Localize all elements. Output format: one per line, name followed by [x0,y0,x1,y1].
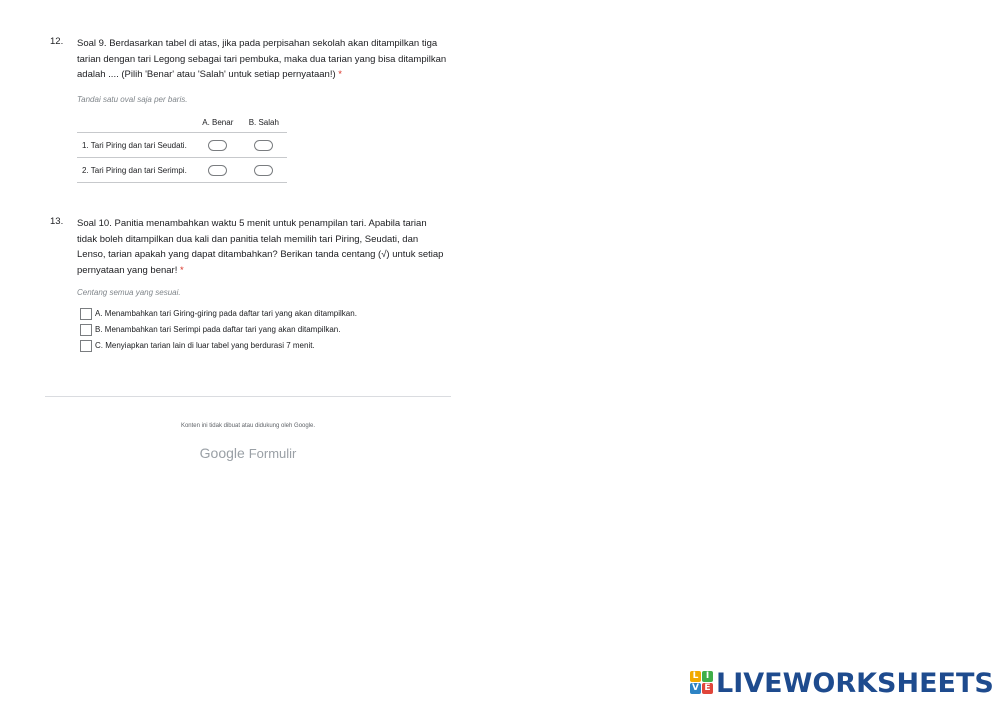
radio-oval-row1-benar[interactable] [208,140,227,151]
radio-oval-row2-salah[interactable] [254,165,273,176]
grid-row-label: 2. Tari Piring dan tari Serimpi. [77,158,195,183]
logo-tile-v: V [690,683,701,694]
grid-column-benar: A. Benar [202,117,234,127]
radio-oval-row2-benar[interactable] [208,165,227,176]
grid-column-salah: B. Salah [248,117,279,127]
grid-row [77,158,287,183]
logo-tile-i: I [702,671,713,682]
question-hint: Centang semua yang sesuai. [77,288,181,297]
question-text [77,216,447,278]
divider [45,396,451,397]
required-mark: * [180,264,184,276]
checkbox-label: A. Menambahkan tari Giring-giring pada daftar tari yang akan ditampilkan. [95,309,357,318]
grid-row [77,133,287,158]
question-number: 13. [50,216,64,227]
checkbox[interactable] [80,324,92,336]
required-mark: * [338,69,342,80]
choice-grid [77,112,287,183]
question-text [77,36,447,83]
grid-row-label: 1. Tari Piring dan tari Seudati. [77,133,195,158]
liveworksheets-logo-icon [690,671,714,695]
logo-tile-l: L [690,671,701,682]
logo-tile-e: E [702,683,713,694]
liveworksheets-wordmark: LIVEWORKSHEETS [716,668,994,699]
question-hint: Tandai satu oval saja per baris. [77,95,188,104]
radio-oval-row1-salah[interactable] [254,140,273,151]
forms-wordmark: Formulir [248,446,297,461]
question-12-text: Soal 9. Berdasarkan tabel di atas, jika pada perpisahan sekolah akan ditampilkan tiga tarian dengan tari Legong sebagai tari pembuka, maka dua tarian yang bisa ditampilkan adalah .... (Pilih 'Benar' atau 'Salah' untuk setiap pernyataan!) [77,38,447,80]
checkbox[interactable] [80,340,92,352]
question-13-text: Soal 10. Panitia menambahkan waktu 5 menit untuk penampilan tari. Apabila tarian tidak boleh ditampilkan dua kali dan panitia telah memilih tari Piring, Seudati, dan Lenso, tarian apakah yang dapat ditambahkan? Berikan tanda centang (√) untuk setiap pernyataan yang benar! [77,218,444,276]
google-wordmark: Google [199,445,245,461]
checkbox-label: C. Menyiapkan tarian lain di luar tabel yang berdurasi 7 menit. [95,341,315,350]
checkbox[interactable] [80,308,92,320]
checkbox-label: B. Menambahkan tari Serimpi pada daftar tari yang akan ditampilkan. [95,325,341,334]
footer-disclaimer: Konten ini tidak dibuat atau didukung oleh Google. [180,423,316,429]
google-forms-logo [0,445,496,461]
question-number: 12. [50,36,64,47]
